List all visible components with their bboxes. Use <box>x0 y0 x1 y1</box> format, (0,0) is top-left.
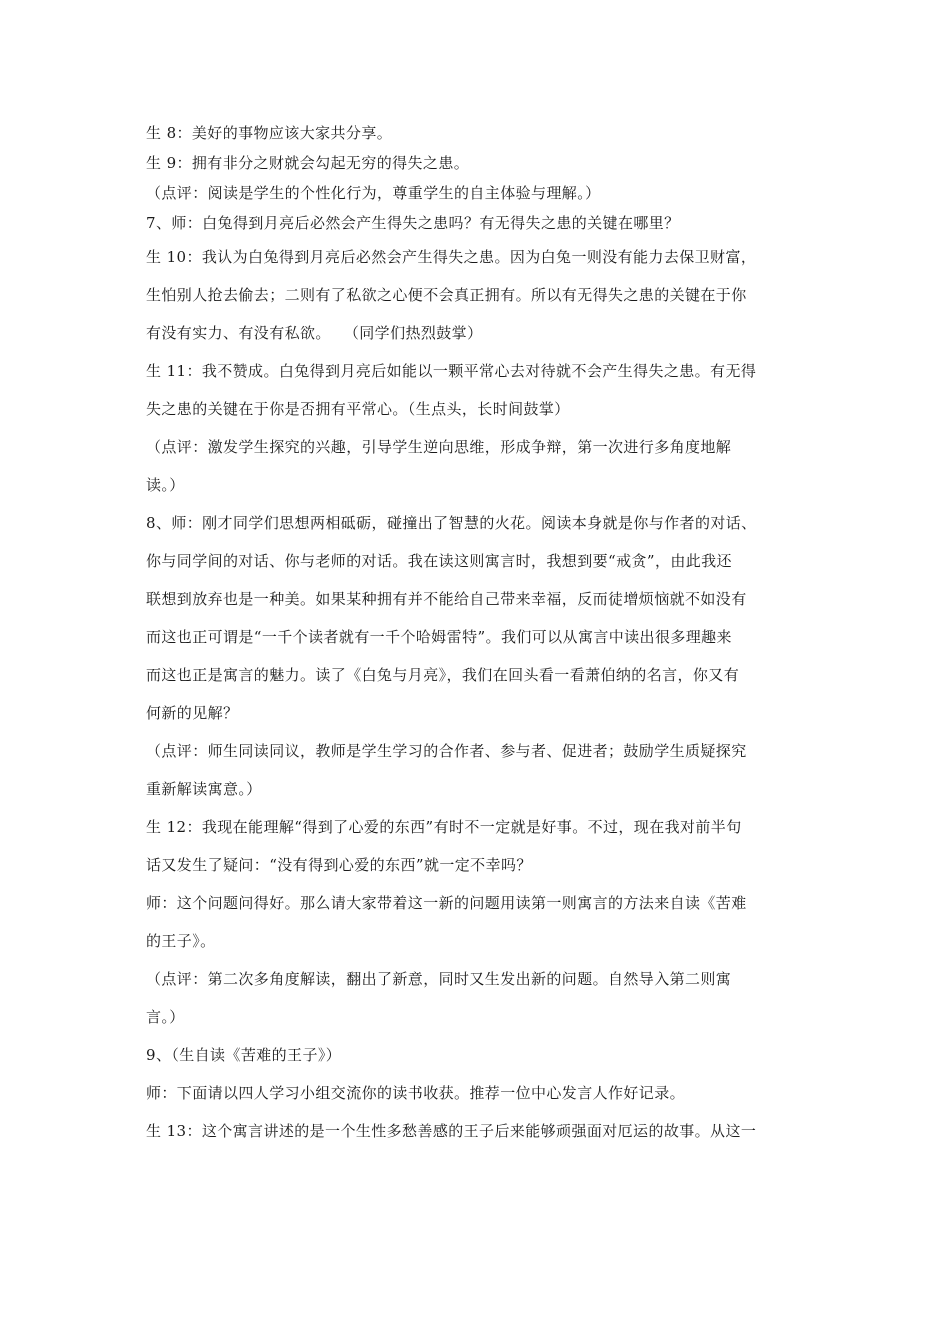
text-line: （点评：激发学生探究的兴趣，引导学生逆向思维，形成争辩，第一次进行多角度地解 <box>146 438 732 456</box>
text-line: 联想到放弃也是一种美。如果某种拥有并不能给自己带来幸福，反而徒增烦恼就不如没有 <box>146 590 747 608</box>
text-line: 师：这个问题问得好。那么请大家带着这一新的问题用读第一则寓言的方法来自读《苦难 <box>146 894 747 912</box>
text-line: 何新的见解？ <box>146 704 239 722</box>
text-line: 有没有实力、有没有私欲。 （同学们热烈鼓掌） <box>146 324 483 342</box>
text-line: 9、（生自读《苦难的王子》） <box>146 1046 342 1064</box>
text-line: 8、师：刚才同学们思想两相砥砺，碰撞出了智慧的火花。阅读本身就是你与作者的对话、 <box>146 514 757 532</box>
text-line: 生 9：拥有非分之财就会勾起无穷的得失之患。 <box>146 154 470 172</box>
text-line: 失之患的关键在于你是否拥有平常心。（生点头，长时间鼓掌） <box>146 400 570 418</box>
text-line: （点评：第二次多角度解读，翻出了新意，同时又生发出新的问题。自然导入第二则寓 <box>146 970 732 988</box>
text-line: （点评：师生同读同议，教师是学生学习的合作者、参与者、促进者；鼓励学生质疑探究 <box>146 742 747 760</box>
text-line: 生 13：这个寓言讲述的是一个生性多愁善感的王子后来能够顽强面对厄运的故事。从这一 <box>146 1122 757 1140</box>
text-line: 话又发生了疑问：“没有得到心爱的东西”就一定不幸吗？ <box>146 856 532 874</box>
text-line: 的王子》。 <box>146 932 216 950</box>
text-line: 7、师：白兔得到月亮后必然会产生得失之患吗？有无得失之患的关键在哪里？ <box>146 214 680 232</box>
text-line: 言。） <box>146 1008 185 1026</box>
text-line: 生 8：美好的事物应该大家共分享。 <box>146 124 393 142</box>
text-line: 读。） <box>146 476 185 494</box>
text-line: 师：下面请以四人学习小组交流你的读书收获。推荐一位中心发言人作好记录。 <box>146 1084 686 1102</box>
text-line: 生 11：我不赞成。白兔得到月亮后如能以一颗平常心去对待就不会产生得失之患。有无得 <box>146 362 757 380</box>
text-line: （点评：阅读是学生的个性化行为，尊重学生的自主体验与理解。） <box>146 184 601 202</box>
text-line: 你与同学间的对话、你与老师的对话。我在读这则寓言时，我想到要“戒贪”，由此我还 <box>146 552 732 570</box>
text-line: 而这也正可谓是“一千个读者就有一千个哈姆雷特”。我们可以从寓言中读出很多理趣来 <box>146 628 732 646</box>
text-line: 生 10：我认为白兔得到月亮后必然会产生得失之患。因为白兔一则没有能力去保卫财富， <box>146 248 757 266</box>
text-line: 而这也正是寓言的魅力。读了《白兔与月亮》，我们在回头看一看萧伯纳的名言，你又有 <box>146 666 740 684</box>
text-line: 生 12：我现在能理解“得到了心爱的东西”有时不一定就是好事。不过，现在我对前半句 <box>146 818 742 836</box>
document-body <box>146 118 816 1150</box>
text-line: 生怕别人抢去偷去；二则有了私欲之心便不会真正拥有。所以有无得失之患的关键在于你 <box>146 286 747 304</box>
text-line: 重新解读寓意。） <box>146 780 262 798</box>
